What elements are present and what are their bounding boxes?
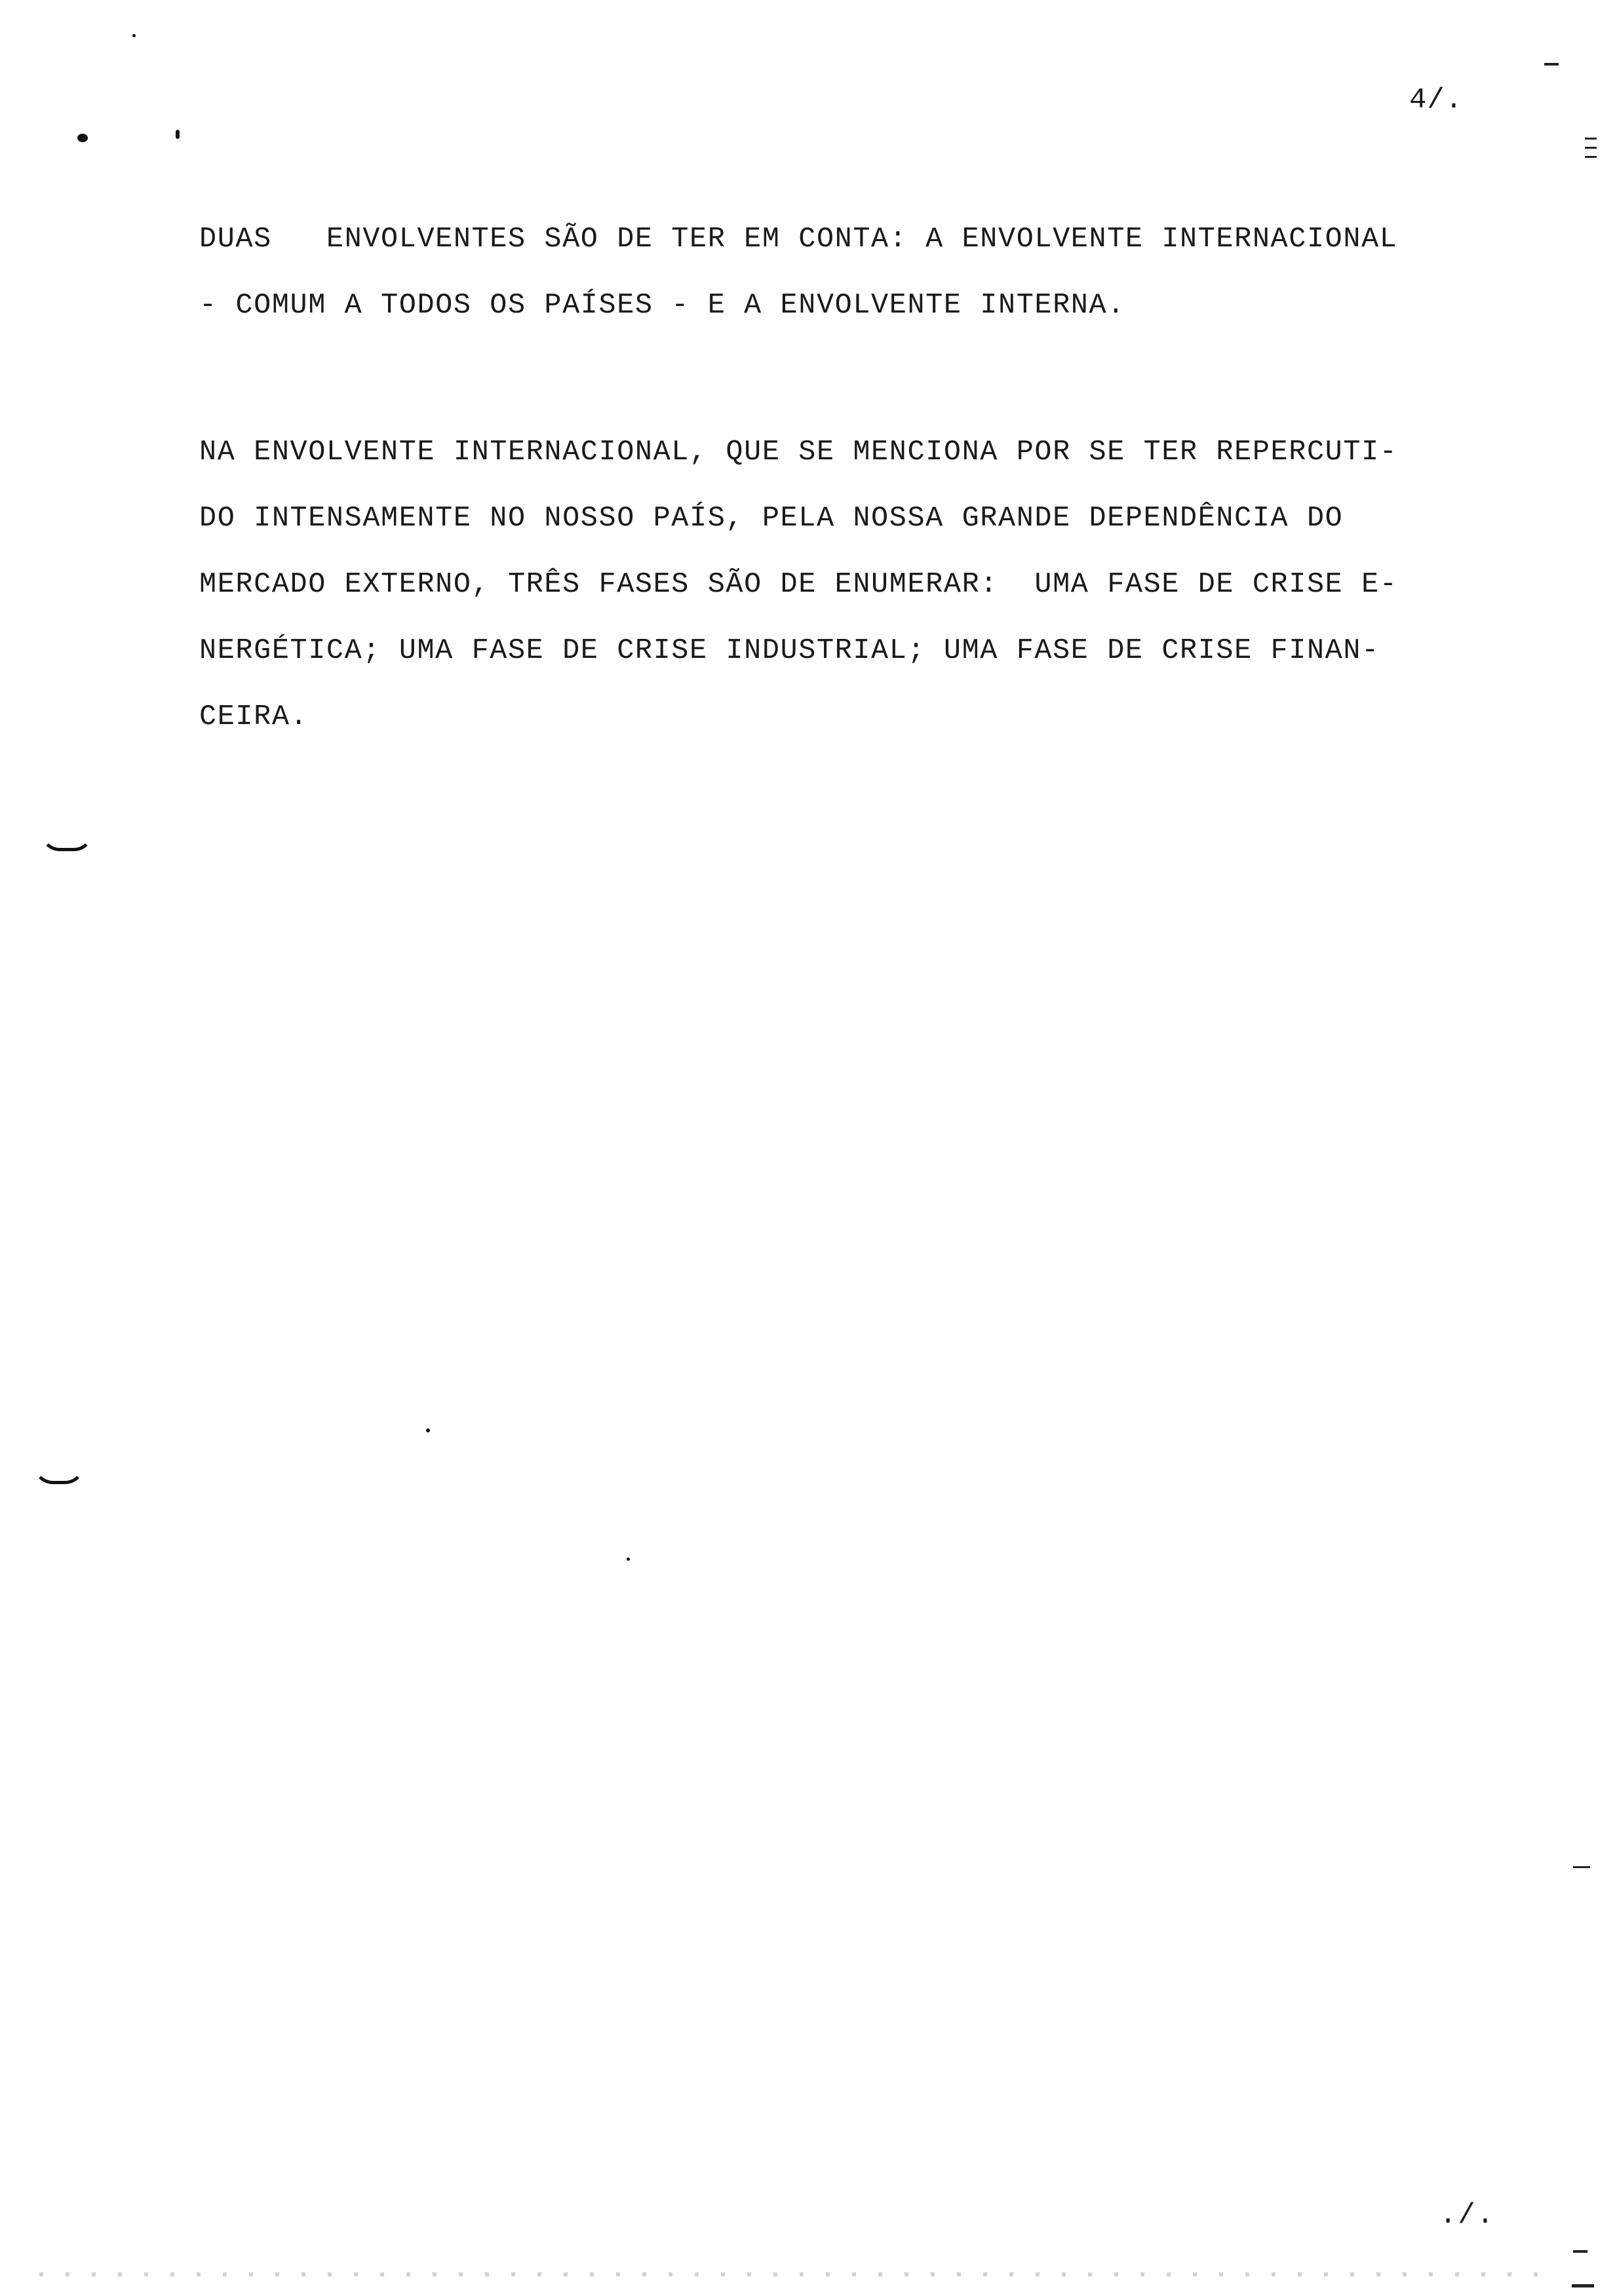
edge-mark <box>1573 1866 1590 1868</box>
ink-speck <box>627 1558 630 1561</box>
paragraph-line: NERGÉTICA; UMA FASE DE CRISE INDUSTRIAL; UMA FASE DE CRISE FINAN- <box>199 635 1380 667</box>
binder-hole-mark <box>41 832 93 851</box>
continuation-mark: ./. <box>1439 2199 1496 2232</box>
paragraph-line: MERCADO EXTERNO, TRÊS FASES SÃO DE ENUMERAR: UMA FASE DE CRISE E- <box>199 569 1398 601</box>
paragraph-line: NA ENVOLVENTE INTERNACIONAL, QUE SE MENCIONA POR SE TER REPERCUTI- <box>199 436 1398 469</box>
ink-speck <box>132 34 136 37</box>
paragraph-line: CEIRA. <box>199 701 309 733</box>
paragraph-line: DUAS ENVOLVENTES SÃO DE TER EM CONTA: A ENVOLVENTE INTERNACIONAL <box>199 223 1398 256</box>
edge-mark <box>1585 147 1597 149</box>
edge-mark <box>1573 2250 1587 2253</box>
edge-mark <box>1544 63 1559 66</box>
ink-speck <box>426 1428 430 1432</box>
binder-hole-mark <box>33 1464 85 1484</box>
ink-speck <box>176 130 180 139</box>
edge-mark <box>1585 138 1597 140</box>
scan-noise-row <box>39 2272 1547 2276</box>
paragraph-line: - COMUM A TODOS OS PAÍSES - E A ENVOLVENTE INTERNA. <box>199 290 1125 322</box>
edge-mark <box>1585 156 1597 158</box>
paragraph-line: DO INTENSAMENTE NO NOSSO PAÍS, PELA NOSSA GRANDE DEPENDÊNCIA DO <box>199 503 1344 535</box>
paragraph-1 <box>199 206 1523 339</box>
edge-mark <box>1572 2284 1594 2287</box>
ink-speck <box>77 134 88 142</box>
paragraph-2 <box>199 419 1523 750</box>
page-number: 4/. <box>1409 84 1464 117</box>
